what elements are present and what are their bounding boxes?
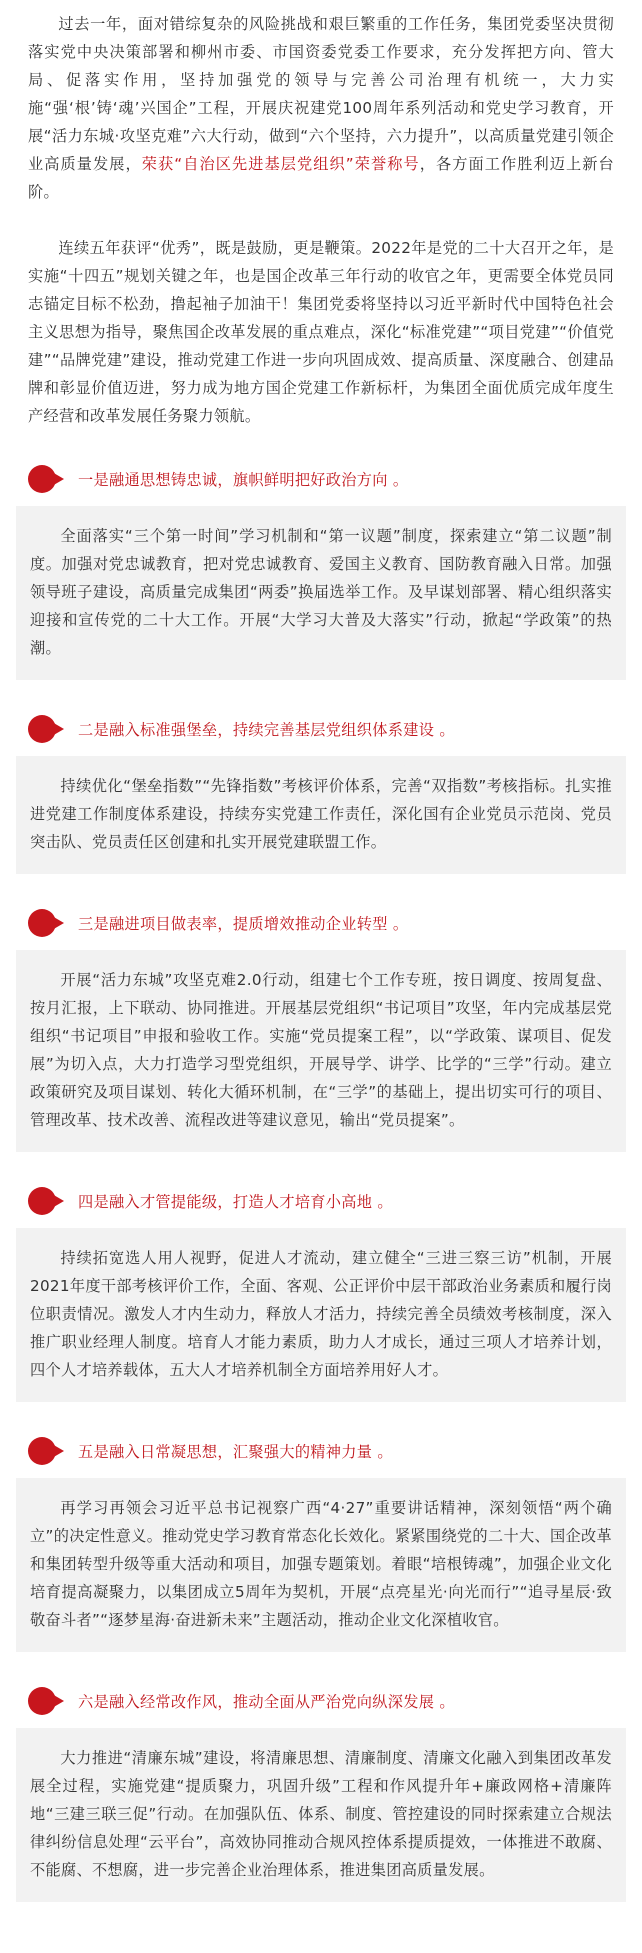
section-title: 四是融入才管提能级，打造人才培育小高地 。	[78, 1192, 393, 1211]
section-box	[16, 506, 626, 680]
section-box	[16, 1728, 626, 1902]
section-1	[0, 464, 642, 680]
section-header	[0, 464, 642, 494]
section-title: 五是融入日常凝思想，汇聚强大的精神力量 。	[78, 1442, 393, 1461]
section-header	[0, 1186, 642, 1216]
red-dot-play-icon	[28, 909, 70, 937]
section-body: 全面落实“三个第一时间”学习机制和“第一议题”制度，探索建立“第二议题”制度。加强对党忠诚教育，把对党忠诚教育、爱国主义教育、国防教育融入日常。加强领导班子建设，高质量完成集团“两委”换届选举工作。及早谋划部署、精心组织落实迎接和宣传党的二十大工作。开展“大学习大普及大落实”行动，掀起“学政策”的热潮。	[30, 527, 612, 657]
section-header	[0, 1686, 642, 1716]
intro-p1-text: 过去一年，面对错综复杂的风险挑战和艰巨繁重的工作任务，集团党委坚决贯彻落实党中央决策部署和柳州市委、市国资委党委工作要求，充分发挥把方向、管大局、促落实作用，坚持加强党的领导与完善公司治理有机统一，大力实施“强‘根’铸‘魂’兴国企”工程，开展庆祝建党100周年系列活动和党史学习教育，开展“活力东城·攻坚克难”六大行动，做到“六个坚持，六力提升”，以高质量党建引领企业高质量发展，	[28, 15, 614, 173]
section-title: 六是融入经常改作风，推动全面从严治党向纵深发展 。	[78, 1692, 455, 1711]
red-dot-play-icon	[28, 465, 70, 493]
section-4	[0, 1186, 642, 1402]
section-body: 持续拓宽选人用人视野，促进人才流动，建立健全“三进三察三访”机制，开展2021年度干部考核评价工作，全面、客观、公正评价中层干部政治业务素质和履行岗位职责情况。激发人才内生动力，释放人才活力，持续完善全员绩效考核制度，深入推广职业经理人制度。培育人才能力素质，助力人才成长，通过三项人才培养计划，四个人才培养载体，五大人才培养机制全方面培养用好人才。	[30, 1249, 612, 1379]
section-title: 一是融通思想铸忠诚，旗帜鲜明把好政治方向 。	[78, 470, 409, 489]
section-body: 大力推进“清廉东城”建设，将清廉思想、清廉制度、清廉文化融入到集团改革发展全过程，实施党建“提质聚力，巩固升级”工程和作风提升年+廉政网格+清廉阵地“三建三联三促”行动。在加强队伍、体系、制度、管控建设的同时探索建立合规法律纠纷信息处理“云平台”，高效协同推动合规风控体系提质提效，一体推进不敢腐、不能腐、不想腐，进一步完善企业治理体系，推进集团高质量发展。	[30, 1749, 612, 1879]
section-6	[0, 1686, 642, 1902]
intro-paragraph-2: 连续五年获评“优秀”，既是鼓励，更是鞭策。2022年是党的二十大召开之年，是实施“十四五”规划关键之年，也是国企改革三年行动的收官之年，更需要全体党员同志锚定目标不松劲，撸起袖子加油干！集团党委将坚持以习近平新时代中国特色社会主义思想为指导，聚焦国企改革发展的重点难点，深化“标准党建”“项目党建”“价值党建”“品牌党建”建设，推动党建工作进一步向巩固成效、提高质量、深度融合、创建品牌和彰显价值迈进，努力成为地方国企党建工作新标杆，为集团全面优质完成年度生产经营和改革发展任务聚力领航。	[28, 239, 614, 425]
section-5	[0, 1436, 642, 1652]
red-dot-play-icon	[28, 1687, 70, 1715]
section-box	[16, 756, 626, 874]
intro	[0, 10, 642, 430]
section-box	[16, 950, 626, 1152]
red-dot-play-icon	[28, 1187, 70, 1215]
red-dot-play-icon	[28, 1437, 70, 1465]
section-header	[0, 908, 642, 938]
section-2	[0, 714, 642, 874]
intro-p1-tail: ，各方面工作胜利迈上新台阶。	[28, 155, 614, 201]
section-3	[0, 908, 642, 1152]
section-title: 二是融入标准强堡垒，持续完善基层党组织体系建设 。	[78, 720, 455, 739]
section-header	[0, 714, 642, 744]
section-title: 三是融进项目做表率，提质增效推动企业转型 。	[78, 914, 409, 933]
section-box	[16, 1228, 626, 1402]
intro-paragraph-1	[0, 10, 642, 206]
red-dot-play-icon	[28, 715, 70, 743]
honor-highlight: 荣获“自治区先进基层党组织”荣誉称号	[141, 155, 420, 173]
section-body: 持续优化“堡垒指数”“先锋指数”考核评价体系，完善“双指数”考核指标。扎实推进党建工作制度体系建设，持续夯实党建工作责任，深化国有企业党员示范岗、党员突击队、党员责任区创建和扎实开展党建联盟工作。	[30, 777, 612, 851]
section-body: 再学习再领会习近平总书记视察广西“4·27”重要讲话精神，深刻领悟“两个确立”的决定性意义。推动党史学习教育常态化长效化。紧紧围绕党的二十大、国企改革和集团转型升级等重大活动和项目，加强专题策划。着眼“培根铸魂”，加强企业文化培育提高凝聚力，以集团成立5周年为契机，开展“点亮星光·向光而行”“追寻星辰·致敬奋斗者”“逐梦星海·奋进新未来”主题活动，推动企业文化深植收官。	[30, 1499, 612, 1629]
section-body: 开展“活力东城”攻坚克难2.0行动，组建七个工作专班，按日调度、按周复盘、按月汇报，上下联动、协同推进。开展基层党组织“书记项目”攻坚，年内完成基层党组织“书记项目”申报和验收工作。实施“党员提案工程”，以“学政策、谋项目、促发展”为切入点，大力打造学习型党组织，开展导学、讲学、比学的“三学”行动。建立政策研究及项目谋划、转化大循环机制，在“三学”的基础上，提出切实可行的项目、管理改革、技术改善、流程改进等建议意见，输出“党员提案”。	[30, 971, 612, 1129]
section-box	[16, 1478, 626, 1652]
section-header	[0, 1436, 642, 1466]
